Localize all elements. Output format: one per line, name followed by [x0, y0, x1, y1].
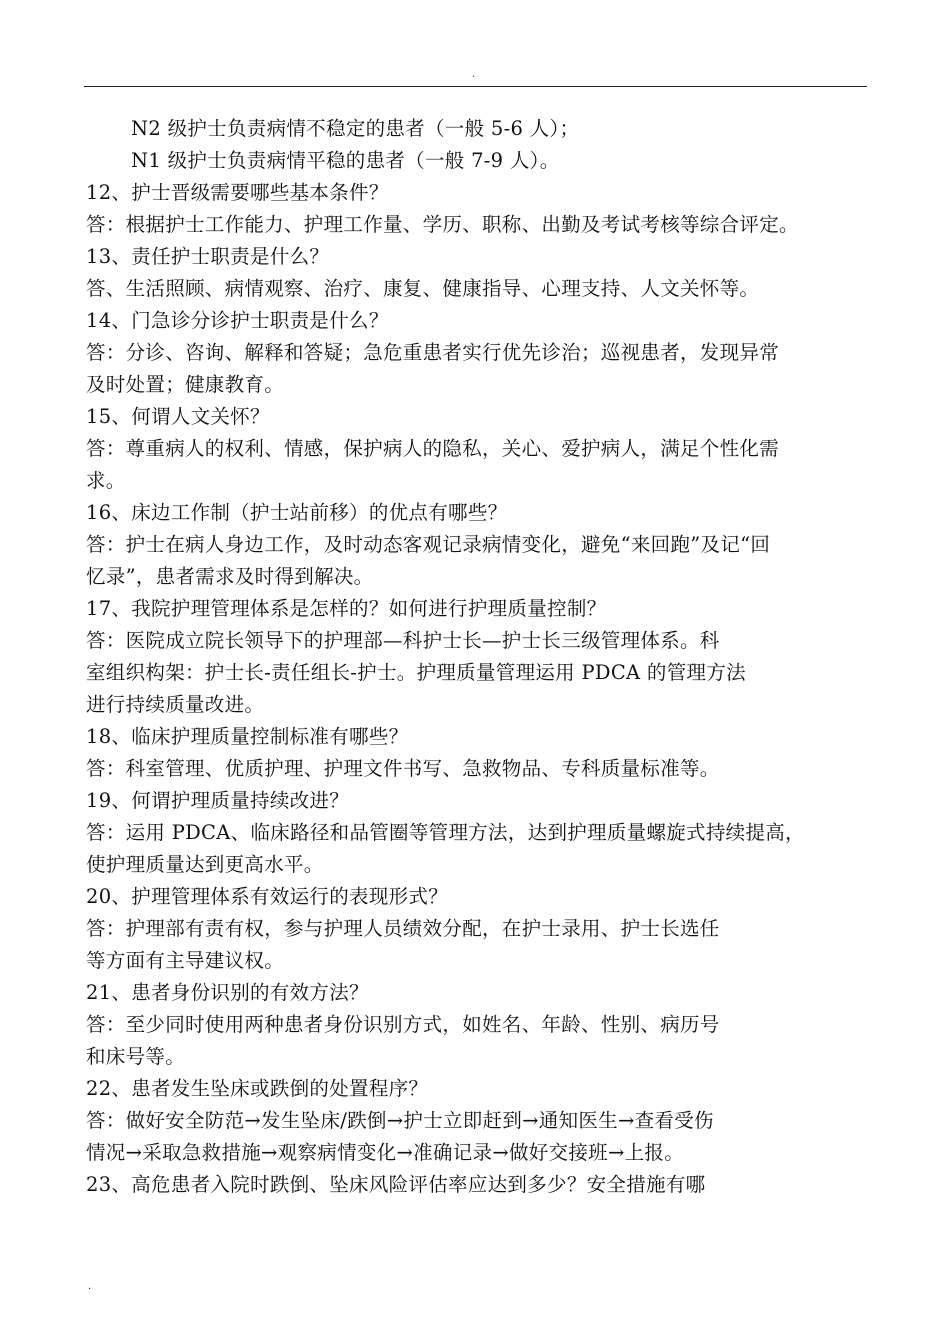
- text-line: N2 级护士负责病情不稳定的患者（一般 5-6 人）；: [131, 117, 580, 140]
- text-line: 16、床边工作制（护士站前移）的优点有哪些？: [86, 501, 508, 524]
- text-line: 答：做好安全防范→发生坠床/跌倒→护士立即赶到→通知医生→查看受伤: [86, 1109, 714, 1132]
- text-line: 求。: [86, 469, 126, 492]
- text-line: 使护理质量达到更高水平。: [86, 853, 324, 876]
- text-line: 忆录”，患者需求及时得到解决。: [86, 565, 374, 588]
- text-line: 答：运用 PDCA、临床路径和品管圈等管理方法，达到护理质量螺旋式持续提高，: [86, 821, 805, 844]
- text-line: 等方面有主导建议权。: [86, 949, 285, 972]
- text-line: 答：至少同时使用两种患者身份识别方式，如姓名、年龄、性别、病历号: [86, 1013, 720, 1036]
- text-line: 室组织构架：护士长-责任组长-护士。护理质量管理运用 PDCA 的管理方法: [86, 661, 746, 684]
- text-line: 答：医院成立院长领导下的护理部—科护士长—护士长三级管理体系。科: [86, 629, 720, 652]
- text-line: 19、何谓护理质量持续改进？: [86, 789, 350, 812]
- document-body: [86, 113, 876, 1201]
- text-line: N1 级护士负责病情平稳的患者（一般 7-9 人）。: [131, 149, 560, 172]
- header-rule: [84, 86, 867, 87]
- text-line: 答：护理部有责有权，参与护理人员绩效分配，在护士录用、护士长选任: [86, 917, 720, 940]
- text-line: 13、责任护士职责是什么？: [86, 245, 330, 268]
- text-line: 22、患者发生坠床或跌倒的处置程序？: [86, 1077, 429, 1100]
- text-line: 进行持续质量改进。: [86, 693, 265, 716]
- text-line: 17、我院护理管理体系是怎样的？如何进行护理质量控制？: [86, 597, 607, 620]
- text-line: 20、护理管理体系有效运行的表现形式？: [86, 885, 449, 908]
- text-line: 23、高危患者入院时跌倒、坠床风险评估率应达到多少？安全措施有哪: [86, 1173, 706, 1196]
- text-line: 14、门急诊分诊护士职责是什么？: [86, 309, 389, 332]
- text-line: 答：尊重病人的权利、情感，保护病人的隐私，关心、爱护病人，满足个性化需: [86, 437, 780, 460]
- header-mark: .: [472, 69, 476, 80]
- text-line: 和床号等。: [86, 1045, 186, 1068]
- text-line: 答：根据护士工作能力、护理工作量、学历、职称、出勤及考试考核等综合评定。: [86, 213, 799, 236]
- text-line: 12、护士晋级需要哪些基本条件？: [86, 181, 389, 204]
- footer-mark: .: [88, 1281, 92, 1292]
- text-line: 答：科室管理、优质护理、护理文件书写、急救物品、专科质量标准等。: [86, 757, 720, 780]
- text-line: 18、临床护理质量控制标准有哪些？: [86, 725, 409, 748]
- text-line: 答：分诊、咨询、解释和答疑；急危重患者实行优先诊治；巡视患者，发现异常: [86, 341, 780, 364]
- text-line: 15、何谓人文关怀？: [86, 405, 270, 428]
- text-line: 答、生活照顾、病情观察、治疗、康复、健康指导、心理支持、人文关怀等。: [86, 277, 760, 300]
- text-line: 情况→采取急救措施→观察病情变化→准确记录→做好交接班→上报。: [86, 1141, 684, 1164]
- text-line: 21、患者身份识别的有效方法？: [86, 981, 369, 1004]
- text-line: 答：护士在病人身边工作，及时动态客观记录病情变化，避免“来回跑”及记“回: [86, 533, 771, 556]
- text-line: 及时处置；健康教育。: [86, 373, 285, 396]
